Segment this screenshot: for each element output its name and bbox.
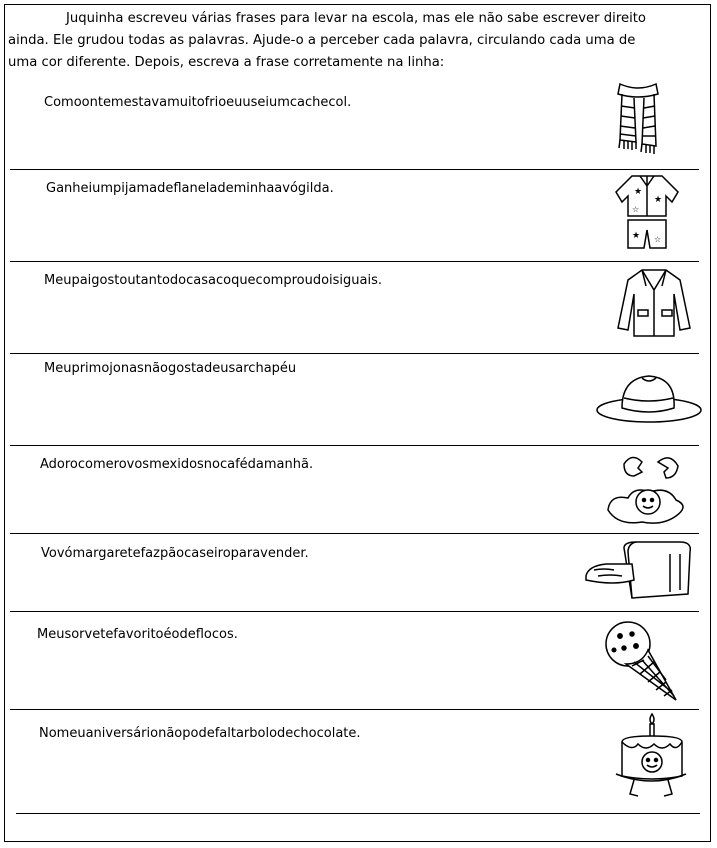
glued-sentence-3: Meupaigostoutantodocasacoquecomproudoisiguais. (44, 273, 382, 288)
instructions (8, 8, 706, 74)
answer-line-2[interactable] (10, 261, 699, 262)
instruction-line-1: Juquinha escreveu várias frases para levar na escola, mas ele não sabe escrever direito (66, 11, 646, 26)
glued-sentence-8: Nomeuaniversárionãopodefaltarbolodechocolate. (39, 726, 361, 741)
ice-cream-cone-icon (602, 620, 682, 704)
instruction-line-3: uma cor diferente. Depois, escreva a frase corretamente na linha: (8, 55, 445, 70)
answer-line-7[interactable] (10, 709, 699, 710)
bread-loaf-icon (584, 540, 694, 604)
answer-line-8[interactable] (16, 813, 700, 814)
glued-sentence-4: Meuprimojonasnãogostadeusarchapéu (44, 361, 297, 376)
svg-text:☆: ☆ (632, 205, 640, 214)
glued-sentence-7: Meusorvetefavoritoéodeflocos. (37, 627, 238, 642)
glued-sentence-2: Ganheiumpijamadeflanelademinhaavógilda. (46, 181, 334, 196)
answer-line-5[interactable] (10, 533, 699, 534)
answer-line-4[interactable] (10, 445, 699, 446)
svg-text:☆: ☆ (654, 235, 662, 244)
birthday-cake-icon (612, 712, 688, 802)
answer-line-1[interactable] (10, 169, 699, 170)
svg-text:★: ★ (634, 187, 643, 197)
coat-icon (616, 266, 692, 340)
instruction-line-2: ainda. Ele grudou todas as palavras. Ajude-o a perceber cada palavra, circulando cada uma de (8, 33, 636, 48)
scarf-icon (614, 80, 662, 160)
svg-text:★: ★ (654, 195, 663, 205)
pajamas-icon (612, 172, 682, 252)
cracked-egg-icon (604, 450, 690, 530)
answer-line-6[interactable] (10, 611, 699, 612)
svg-text:★: ★ (632, 231, 641, 241)
hat-icon (594, 370, 704, 426)
answer-line-3[interactable] (10, 353, 699, 354)
glued-sentence-1: Comoontemestavamuitofrioeuuseiumcachecol. (44, 95, 352, 110)
glued-sentence-6: Vovómargaretefazpãocaseiroparavender. (41, 546, 309, 561)
glued-sentence-5: Adorocomerovosmexidosnocafédamanhã. (40, 457, 314, 472)
